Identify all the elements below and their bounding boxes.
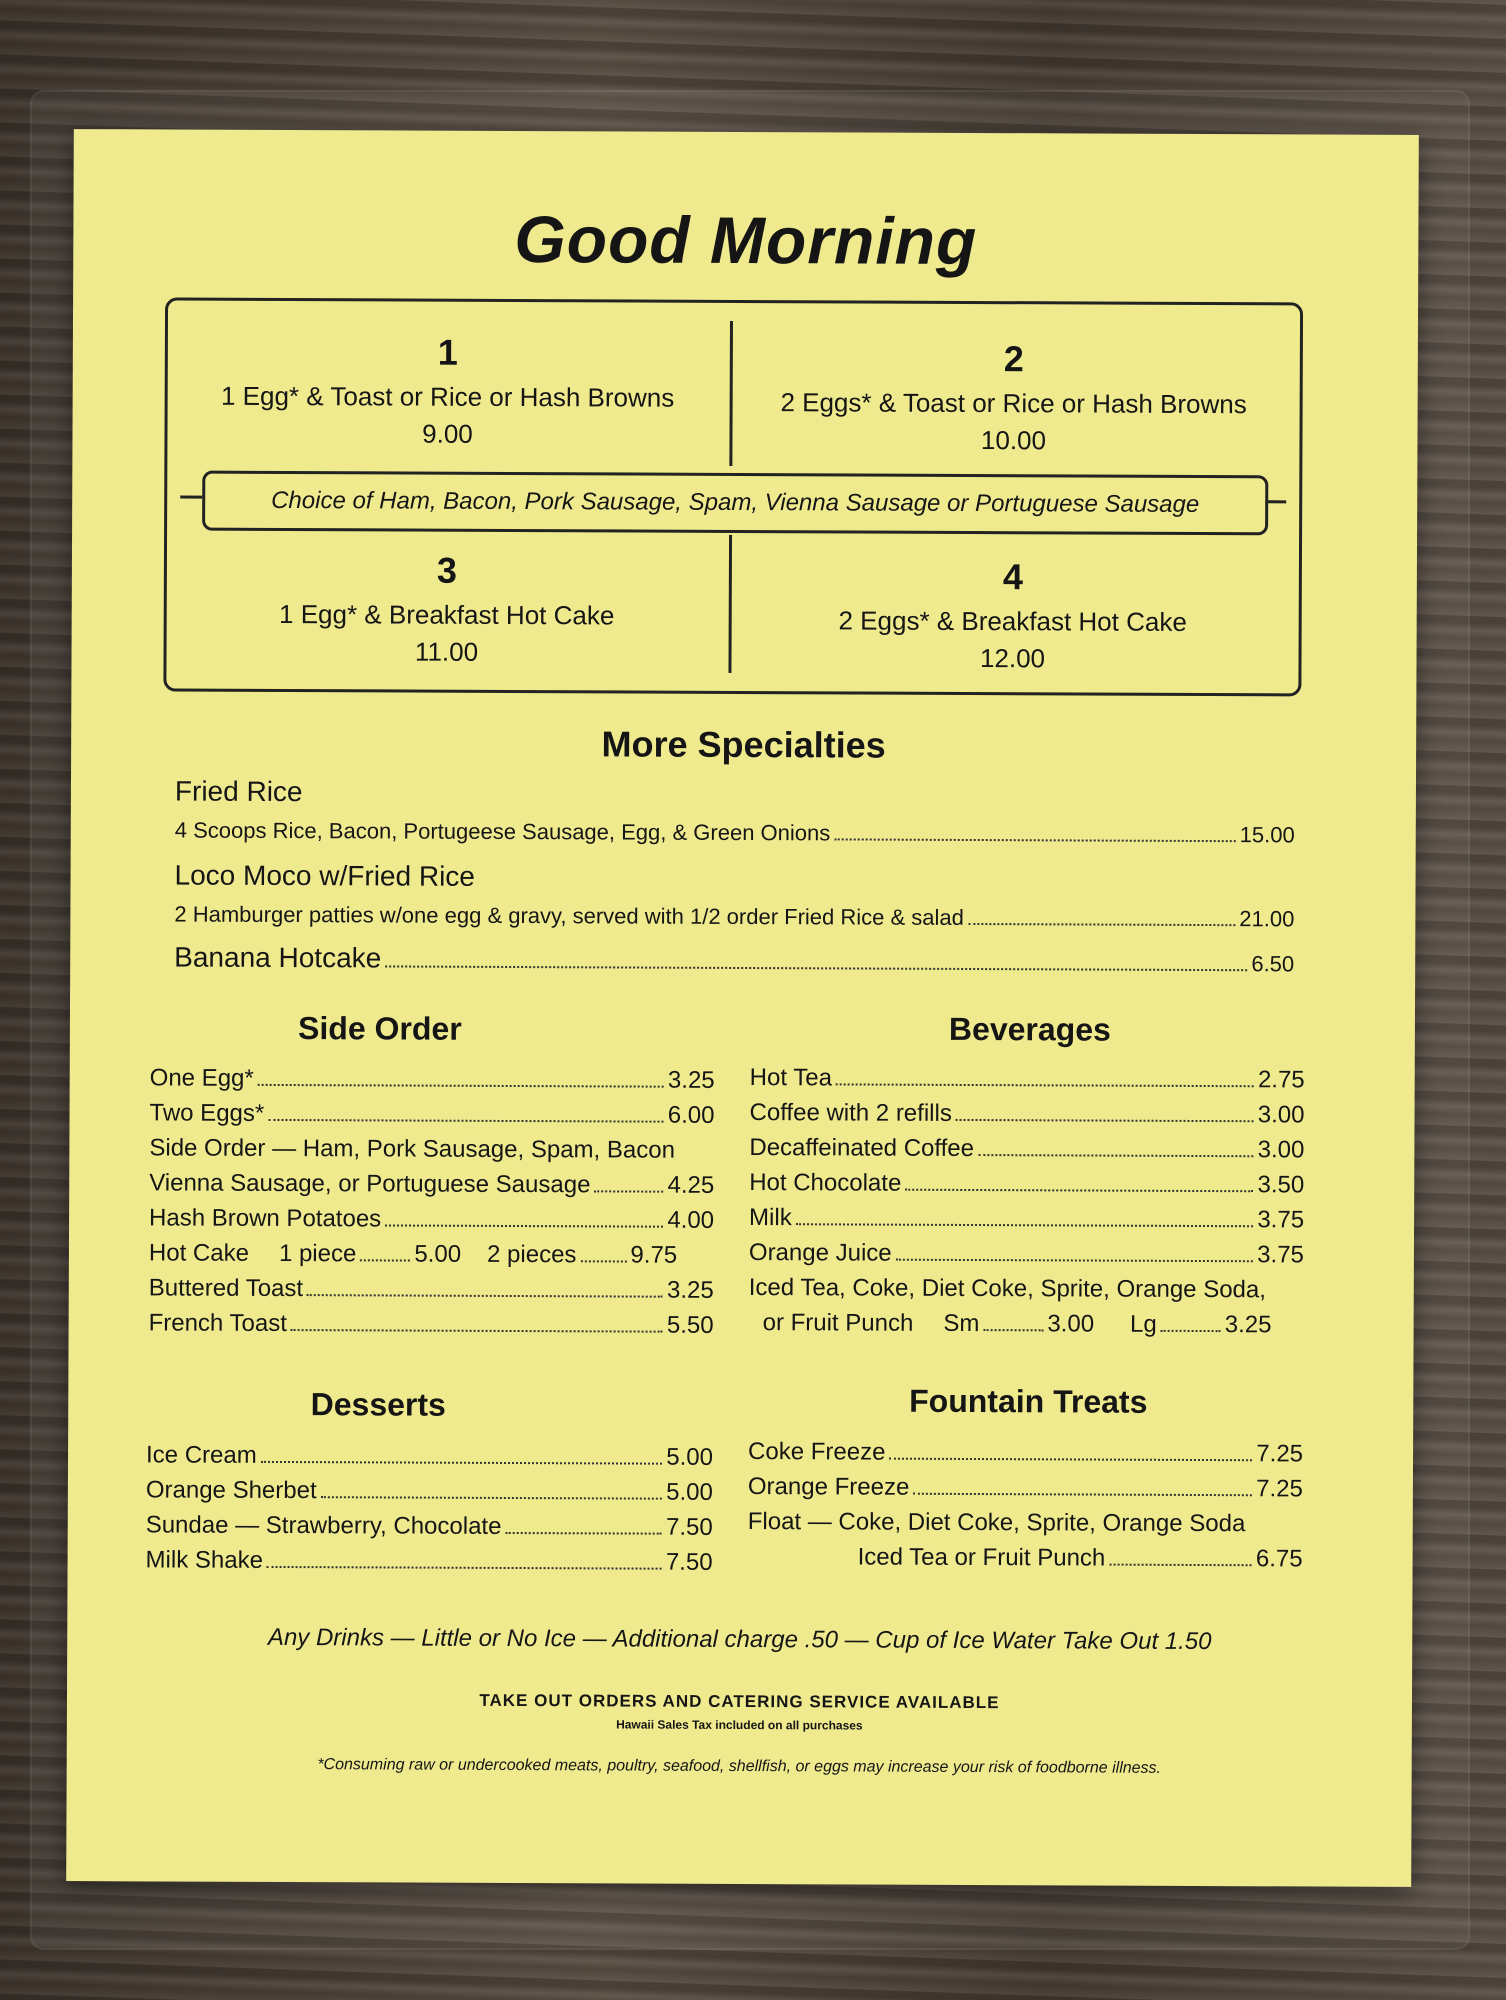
item-price: 7.50: [665, 1548, 713, 1576]
item-label: Hot Tea: [749, 1064, 833, 1092]
tax-note: Hawaii Sales Tax included on all purchases: [616, 1717, 863, 1733]
item-price: 6.00: [667, 1101, 715, 1129]
combo-number: 2: [1003, 338, 1024, 380]
menu-card: [66, 129, 1419, 1887]
leader-dots: [594, 1190, 663, 1192]
leader-dots: [889, 1458, 1252, 1462]
hot-cake-one: 1 piece: [278, 1239, 357, 1268]
leader-dots: [1109, 1564, 1252, 1567]
list-item: [149, 1274, 714, 1311]
meat-choice-banner: Choice of Ham, Bacon, Pork Sausage, Spam, Vienna Sausage or Portuguese Sausage: [202, 471, 1268, 536]
desserts-heading: Desserts: [310, 1386, 446, 1423]
banana-hotcake-price: 6.50: [1251, 951, 1295, 977]
item-label: Vienna Sausage, or Portuguese Sausage: [149, 1169, 591, 1199]
combo-price: 9.00: [422, 418, 473, 449]
leader-dots: [1161, 1330, 1221, 1332]
combo-price: 11.00: [414, 636, 479, 667]
list-item: [749, 1169, 1304, 1206]
item-price: 3.00: [1257, 1101, 1305, 1129]
item-price: 5.00: [666, 1478, 713, 1506]
leader-dots: [983, 1329, 1043, 1331]
loco-moco-price: 21.00: [1239, 906, 1295, 932]
takeout-note: TAKE OUT ORDERS AND CATERING SERVICE AVAILABLE: [479, 1690, 1000, 1713]
list-item: [748, 1508, 1303, 1545]
foodborne-warning: *Consuming raw or undercooked meats, poultry, seafood, shellfish, or eggs may increase your risk of foodborne illness.: [317, 1756, 1162, 1777]
leader-dots: [834, 838, 1235, 842]
item-label: Hash Brown Potatoes: [149, 1204, 382, 1233]
leader-dots: [360, 1259, 410, 1261]
hot-cake-two: 2 pieces: [487, 1240, 577, 1269]
menu-title: Good Morning: [514, 201, 978, 279]
list-item: [149, 1134, 714, 1171]
fountain-heading: Fountain Treats: [909, 1382, 1148, 1420]
hot-cake-two-price: 9.75: [630, 1241, 678, 1269]
item-price: 7.25: [1256, 1440, 1304, 1468]
desserts-list: [145, 1441, 713, 1583]
combo-description: 1 Egg* & Breakfast Hot Cake: [278, 598, 615, 631]
item-label: Buttered Toast: [148, 1274, 304, 1303]
item-label: Milk Shake: [145, 1546, 264, 1574]
item-price: 4.00: [667, 1206, 715, 1234]
leader-dots: [836, 1083, 1254, 1087]
leader-dots: [267, 1566, 662, 1570]
item-label: Orange Sherbet: [145, 1476, 317, 1505]
list-item: [749, 1239, 1304, 1276]
side-order-list: [149, 1064, 715, 1346]
list-item: [748, 1438, 1303, 1475]
beverages-list: [749, 1064, 1305, 1346]
item-label: Coke Freeze: [748, 1438, 886, 1466]
leader-dots: [291, 1329, 663, 1333]
list-item: [749, 1274, 1304, 1311]
list-item: [750, 1064, 1305, 1101]
banana-hotcake-name: Banana Hotcake: [174, 941, 382, 974]
loco-moco-desc: 2 Hamburger patties w/one egg & gravy, served with 1/2 order Fried Rice & salad: [174, 901, 964, 930]
leader-dots: [978, 1154, 1254, 1157]
fountain-list: [748, 1438, 1304, 1580]
fried-rice-line: [175, 818, 1295, 849]
list-item: [149, 1309, 714, 1346]
leader-dots: [261, 1461, 663, 1465]
item-price: 2.75: [1257, 1066, 1305, 1094]
leader-dots: [321, 1496, 663, 1499]
leader-dots: [385, 965, 1247, 971]
list-item: [748, 1543, 1303, 1580]
list-item: [145, 1546, 712, 1583]
leader-dots: [956, 1119, 1254, 1122]
list-item: [146, 1441, 713, 1478]
item-price: 3.00: [1257, 1136, 1305, 1164]
beverages-heading: Beverages: [948, 1010, 1111, 1048]
leader-dots: [268, 1119, 664, 1123]
banana-hotcake-line: [174, 942, 1294, 979]
item-label: Sundae — Strawberry, Chocolate: [145, 1511, 502, 1540]
leader-dots: [307, 1294, 663, 1298]
soda-size-row: [749, 1309, 1304, 1346]
list-item: [749, 1134, 1304, 1171]
breakfast-combos-box: [163, 297, 1303, 696]
item-label: Orange Juice: [748, 1239, 892, 1267]
combo-4: [732, 555, 1293, 675]
leader-dots: [796, 1223, 1254, 1227]
combo-number: 3: [436, 549, 458, 591]
item-price: 5.50: [666, 1311, 714, 1339]
soda-prefix: or Fruit Punch: [762, 1309, 914, 1337]
banner-tick: [180, 496, 202, 499]
side-order-heading: Side Order: [298, 1010, 462, 1047]
soda-line: Iced Tea, Coke, Diet Coke, Sprite, Orange Soda,: [748, 1274, 1267, 1304]
item-label: Hot Chocolate: [749, 1169, 902, 1197]
item-price: 3.75: [1257, 1241, 1304, 1269]
combo-1: [167, 330, 728, 450]
list-item: [748, 1473, 1303, 1510]
list-item: [150, 1064, 715, 1101]
large-label: Lg: [1130, 1310, 1157, 1338]
item-price: 7.25: [1256, 1475, 1303, 1503]
loco-moco-name: Loco Moco w/Fried Rice: [174, 859, 475, 892]
list-item: [146, 1511, 713, 1548]
hot-cake-row: [149, 1239, 714, 1276]
combo-3: [166, 548, 727, 668]
float-price: 6.75: [1255, 1545, 1303, 1573]
item-price: 3.75: [1257, 1206, 1305, 1234]
item-price: 4.25: [667, 1171, 715, 1199]
leader-dots: [385, 1224, 663, 1227]
combo-description: 2 Eggs* & Toast or Rice or Hash Browns: [780, 387, 1247, 420]
combo-2: [733, 337, 1294, 457]
list-item: [149, 1169, 714, 1206]
hot-cake-one-price: 5.00: [414, 1240, 462, 1268]
list-item: [749, 1204, 1304, 1241]
fried-rice-name: Fried Rice: [174, 775, 303, 808]
item-label: Ice Cream: [145, 1441, 257, 1469]
item-label: Two Eggs*: [149, 1099, 265, 1127]
leader-dots: [258, 1084, 664, 1088]
drinks-note: Any Drinks — Little or No Ice — Additional charge .50 — Cup of Ice Water Take Out 1.50: [267, 1623, 1212, 1656]
leader-dots: [968, 923, 1235, 926]
item-price: 3.50: [1257, 1171, 1305, 1199]
list-item: [149, 1204, 714, 1241]
item-price: 5.00: [666, 1443, 714, 1471]
loco-moco-line: [174, 902, 1294, 933]
leader-dots: [580, 1260, 626, 1262]
combo-description: 1 Egg* & Toast or Rice or Hash Browns: [220, 380, 675, 413]
small-price: 3.00: [1047, 1310, 1095, 1338]
item-label: Coffee with 2 refills: [749, 1099, 952, 1127]
item-price: 3.25: [666, 1276, 714, 1304]
item-label: Side Order — Ham, Pork Sausage, Spam, Bacon: [149, 1134, 676, 1164]
item-label: One Egg*: [149, 1064, 254, 1092]
leader-dots: [905, 1189, 1253, 1193]
combo-number: 1: [437, 331, 458, 373]
fried-rice-price: 15.00: [1239, 822, 1295, 848]
combo-price: 12.00: [979, 643, 1046, 674]
float-line: Float — Coke, Diet Coke, Sprite, Orange Soda: [747, 1508, 1246, 1538]
small-label: Sm: [943, 1309, 980, 1338]
fried-rice-desc: 4 Scoops Rice, Bacon, Portugeese Sausage, Egg, & Green Onions: [174, 817, 831, 846]
list-item: [146, 1476, 713, 1513]
specialties-heading: More Specialties: [601, 723, 886, 766]
item-price: 7.50: [665, 1513, 713, 1541]
divider: [729, 321, 733, 466]
item-label: Orange Freeze: [747, 1473, 910, 1501]
list-item: [149, 1099, 714, 1136]
item-label: Decaffeinated Coffee: [749, 1134, 975, 1163]
combo-price: 10.00: [980, 425, 1047, 456]
leader-dots: [896, 1259, 1254, 1263]
list-item: [749, 1099, 1304, 1136]
item-label: Milk: [749, 1204, 792, 1232]
hot-cake-label: Hot Cake: [148, 1239, 250, 1267]
item-label: French Toast: [148, 1309, 287, 1338]
leader-dots: [505, 1532, 662, 1535]
combo-description: 2 Eggs* & Breakfast Hot Cake: [838, 605, 1187, 637]
divider: [728, 535, 732, 673]
float-line-2: Iced Tea or Fruit Punch: [857, 1543, 1106, 1572]
item-price: 3.25: [667, 1066, 715, 1094]
large-price: 3.25: [1224, 1311, 1272, 1339]
combo-number: 4: [1002, 556, 1023, 598]
leader-dots: [913, 1493, 1252, 1496]
